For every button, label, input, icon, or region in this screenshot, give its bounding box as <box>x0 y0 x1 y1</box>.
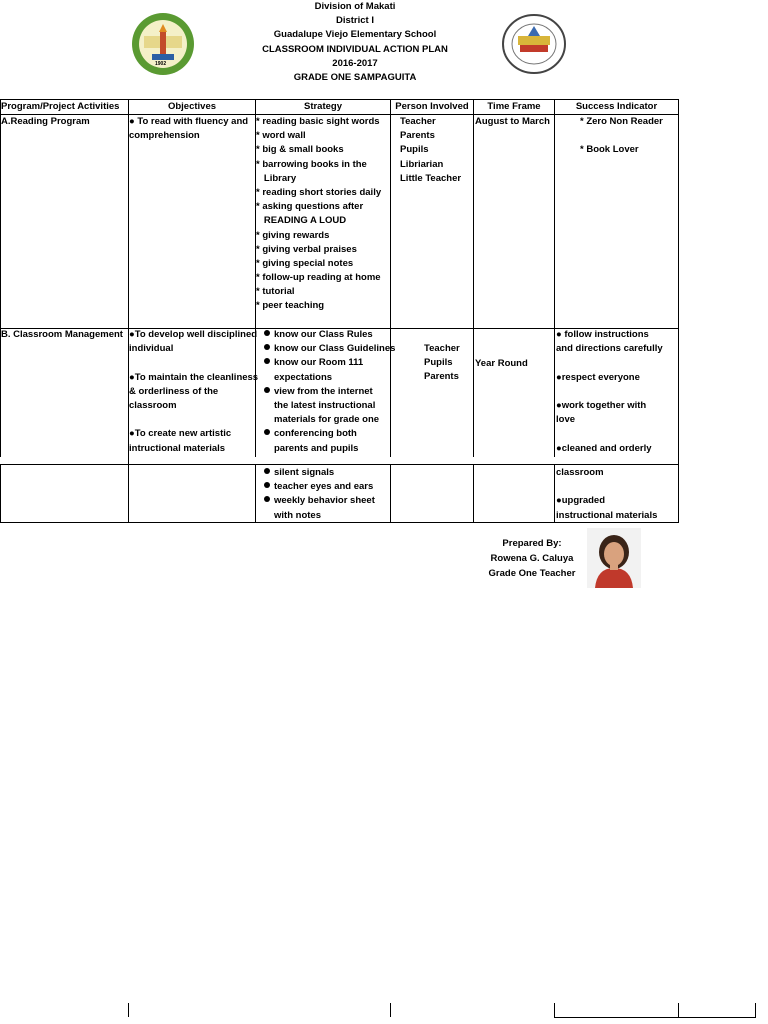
list-item: * word wall <box>256 130 306 142</box>
list-item: intructional materials <box>129 442 226 454</box>
school-seal-icon <box>130 12 196 76</box>
teacher-portrait-photo <box>587 528 641 588</box>
reading-program-label: A.Reading Program <box>1 116 90 127</box>
reading-persons-list <box>400 115 461 186</box>
list-item: Little Teacher <box>400 172 462 184</box>
list-item: and directions carefully <box>556 343 663 355</box>
list-item: ●cleaned and orderly <box>556 442 652 454</box>
bullet-icon <box>264 387 270 393</box>
list-item: view from the internet <box>274 385 373 397</box>
list-item: materials for grade one <box>274 414 380 426</box>
list-item: the latest instructional <box>274 399 376 411</box>
reading-time-frame: August to March <box>475 116 550 127</box>
list-item: * giving special notes <box>256 257 354 269</box>
list-item: * asking questions after <box>256 201 364 213</box>
list-item: Parents <box>424 371 459 383</box>
list-item: * barrowing books in the <box>256 158 367 170</box>
management-strategy-list <box>264 328 395 456</box>
list-item: ●respect everyone <box>556 371 640 383</box>
management-strategy-cont-list <box>264 466 375 523</box>
header-plan-title: CLASSROOM INDIVIDUAL ACTION PLAN <box>262 43 448 55</box>
list-item: know our Room 111 <box>274 357 364 369</box>
list-item: ●upgraded <box>556 495 606 507</box>
bullet-icon <box>264 358 270 364</box>
col-header-program: Program/Project Activities <box>1 101 120 112</box>
list-item: ●To create new artistic <box>129 428 232 440</box>
bullet-icon <box>264 330 270 336</box>
list-item: Libriarian <box>400 158 444 170</box>
list-item: * reading short stories daily <box>256 186 382 198</box>
bullet-icon <box>264 344 270 350</box>
management-persons-list <box>424 342 460 385</box>
list-item: know our Class Rules <box>274 329 373 340</box>
document-header <box>200 1 510 86</box>
prepared-by-title: Grade One Teacher <box>488 568 576 579</box>
list-item: classroom <box>129 399 177 411</box>
list-item: weekly behavior sheet <box>274 495 375 507</box>
reading-indicator-2: * Book Lover <box>580 144 639 155</box>
management-objectives-list <box>129 328 258 456</box>
list-item: Parents <box>400 130 435 142</box>
reading-indicator-1: * Zero Non Reader <box>580 116 663 127</box>
header-division: Division of Makati <box>314 1 396 12</box>
list-item: Teacher <box>400 116 436 127</box>
list-item <box>556 427 663 441</box>
list-item: Teacher <box>424 343 460 354</box>
col-header-time-frame: Time Frame <box>487 101 541 112</box>
list-item: conferencing both <box>274 428 357 440</box>
list-item <box>556 356 663 370</box>
prepared-by-name: Rowena G. Caluya <box>490 553 574 564</box>
header-district: District I <box>335 15 374 27</box>
list-item: Pupils <box>424 357 453 369</box>
prepared-by-label: Prepared By: <box>502 538 562 549</box>
list-item: classroom <box>556 467 604 478</box>
list-item: * big & small books <box>256 144 344 156</box>
management-indicators-list <box>556 328 663 456</box>
list-item: Library <box>256 172 297 184</box>
list-item: instructional materials <box>556 509 658 521</box>
list-item: ● follow instructions <box>556 329 649 340</box>
list-item: love <box>556 414 576 426</box>
list-item: with notes <box>274 509 321 521</box>
col-header-objectives: Objectives <box>167 101 217 112</box>
list-item: silent signals <box>274 467 335 478</box>
list-item: * follow-up reading at home <box>256 272 381 284</box>
list-item: Pupils <box>400 144 429 156</box>
list-item: teacher eyes and ears <box>274 481 374 493</box>
page-break-line <box>390 1003 391 1017</box>
reading-strategy-list <box>256 115 381 314</box>
list-item <box>556 480 657 494</box>
page-break-line <box>554 1003 555 1017</box>
page-break-line <box>755 1003 756 1017</box>
deped-seal-icon <box>502 14 566 74</box>
management-program-label: B. Classroom Management <box>1 329 123 340</box>
list-item: * reading basic sight words <box>256 116 380 127</box>
list-item: & orderliness of the <box>129 385 219 397</box>
list-item <box>129 356 258 370</box>
header-grade-section: GRADE ONE SAMPAGUITA <box>293 71 417 83</box>
management-time-frame: Year Round <box>475 358 528 369</box>
page-break-line <box>678 1003 679 1017</box>
list-item: expectations <box>274 371 333 383</box>
list-item: READING A LOUD <box>256 215 347 227</box>
list-item: know our Class Guidelines <box>274 343 396 355</box>
list-item: * tutorial <box>256 286 295 298</box>
bullet-icon <box>264 496 270 502</box>
list-item: individual <box>129 343 174 355</box>
page-break-line <box>128 1003 129 1017</box>
col-header-success: Success Indicator <box>575 101 658 112</box>
bullet-icon <box>264 429 270 435</box>
reading-objective: ● To read with fluency and comprehension <box>129 116 249 142</box>
list-item: ●To maintain the cleanliness <box>129 371 259 383</box>
list-item: ●To develop well disciplined <box>129 329 258 340</box>
list-item: * giving rewards <box>256 229 330 241</box>
header-school-year: 2016-2017 <box>332 57 378 69</box>
management-indicators-cont-list <box>556 466 657 523</box>
col-header-person: Person Involved <box>395 101 469 112</box>
bullet-icon <box>264 482 270 488</box>
list-item: ●work together with <box>556 399 647 411</box>
list-item <box>556 385 663 399</box>
header-school: Guadalupe Viejo Elementary School <box>273 29 437 41</box>
list-item: * giving verbal praises <box>256 243 357 255</box>
list-item: * peer teaching <box>256 300 325 312</box>
list-item: parents and pupils <box>274 442 359 454</box>
page-break-line <box>554 1017 756 1018</box>
list-item <box>129 413 258 427</box>
school-seal-caption: 1902 <box>155 61 167 67</box>
bullet-icon <box>264 468 270 474</box>
col-header-strategy: Strategy <box>303 101 342 112</box>
